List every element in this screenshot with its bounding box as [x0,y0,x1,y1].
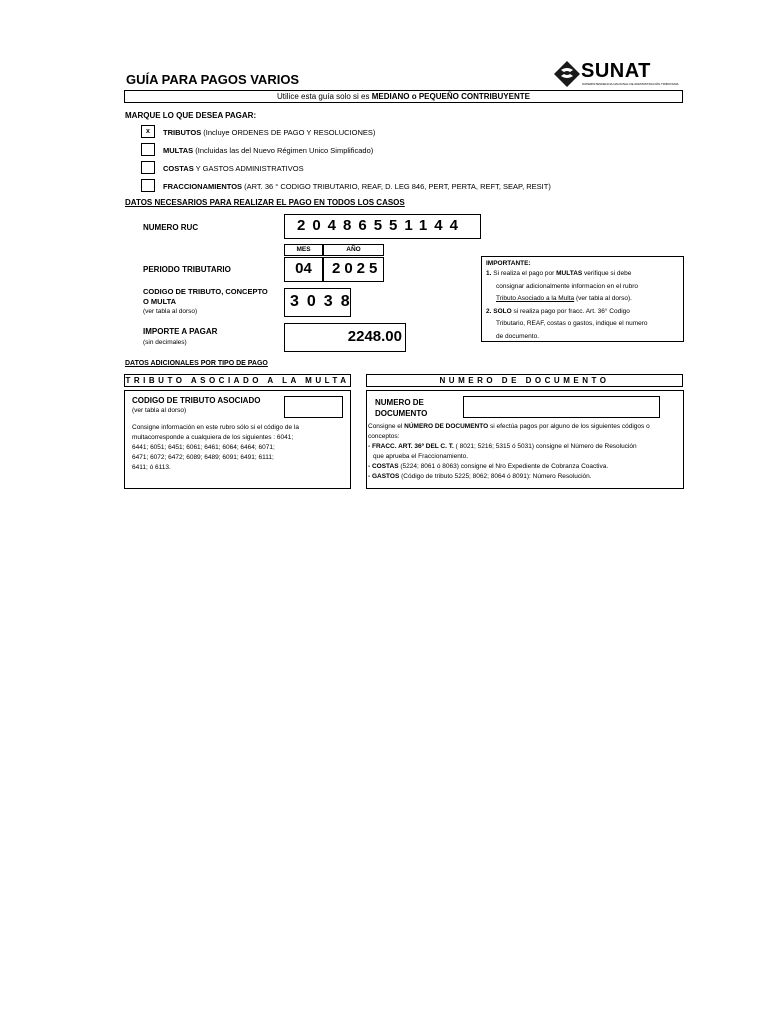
tributo-asociado-line1: Consigne información en este rubro sólo si el código de la [132,424,299,431]
option-tributos [163,128,375,137]
tributo-asociado-field[interactable] [284,396,343,418]
importante-item-2 [486,306,679,319]
numero-documento-panel [366,390,684,489]
codigo-label-line2: O MULTA [143,297,177,306]
tributo-asociado-panel [124,390,351,489]
nd-gastos-rest: (Código de tributo 5225; 8062; 8064 ó 8091): Número Resolución. [399,473,592,480]
tributo-asociado-header: TRIBUTO ASOCIADO A LA MULTA [125,376,350,385]
nd-costas-rest: (5224; 8061 ó 8063) consigne el Nro Expediente de Cobranza Coactiva. [398,463,609,470]
anio-header: AÑO [323,244,384,256]
numero-documento-label-line1: NUMERO DE [375,398,424,407]
option-tributos-label: TRIBUTOS [163,128,202,137]
option-fraccionamientos [163,182,551,191]
codigo-label [143,287,268,307]
importante-item-1-bold: MULTAS [556,270,583,277]
importante-item-1-a: Si realiza el pago por [493,270,557,277]
codigo-field[interactable] [284,288,358,317]
importante-item-1-link: Tributo Asociado a la Multa [496,295,575,302]
numero-documento-gastos [368,472,682,482]
importante-box [481,256,684,342]
option-multas [163,146,373,155]
option-multas-checkbox[interactable] [141,143,155,156]
codigo-label-line1: CODIGO DE TRIBUTO, CONCEPTO [143,287,268,296]
tributo-asociado-line5: 6411; ó 6113. [132,464,171,471]
nd-line1-b: si efectúa pagos por alguno de los siguientes códigos o [488,423,650,430]
importante-item-1-line2: consignar adicionalmente informacion en el rubro [496,282,638,290]
datos-adicionales-heading: DATOS ADICIONALES POR TIPO DE PAGO [125,360,268,367]
importante-item-2-a: si realiza pago por fracc. Art. 36° Codigo [511,307,630,315]
option-fraccionamientos-detail: (ART. 36 ° CODIGO TRIBUTARIO, REAF, D. LEG 846, PERT, PERTA, REFT, SEAP, RESIT) [244,182,551,191]
importante-item-1-b: verifique si debe [582,270,632,277]
option-fraccionamientos-label: FRACCIONAMIENTOS [163,182,243,191]
importante-item-2-line3: de documento. [496,332,540,340]
page-title: GUÍA PARA PAGOS VARIOS [126,72,300,87]
sunat-logo-subtext: SUPERINTENDENCIA NACIONAL DE ADMINISTRACIÓN TRIBUTARIA [582,82,679,86]
numero-documento-header: NUMERO DE DOCUMENTO [366,374,683,387]
numero-documento-fracc-line2: que aprueba el Fraccionamiento. [373,453,469,460]
notice-bold: MEDIANO o PEQUEÑO CONTRIBUYENTE [371,92,530,101]
tributo-asociado-label: CODIGO DE TRIBUTO ASOCIADO [132,396,261,405]
importe-field[interactable]: 2248.00 [284,323,406,352]
importante-item-1-num: 1. [486,270,492,277]
option-tributos-checkbox[interactable]: x [141,125,155,138]
importe-hint: (sin decimales) [143,339,187,346]
numero-documento-label-line2: DOCUMENTO [375,409,428,418]
importante-title: IMPORTANTE: [486,260,531,267]
anio-field[interactable] [323,257,384,282]
nd-line1-bold: NÚMERO DE DOCUMENTO [404,423,489,430]
codigo-value: 3038 [290,293,358,310]
numero-documento-line1 [368,422,682,432]
importe-label: IMPORTE A PAGAR [143,327,218,336]
nd-gastos-bold: - GASTOS [368,473,400,480]
codigo-hint: (ver tabla al dorso) [143,308,198,315]
option-tributos-detail: (Incluye ORDENES DE PAGO Y RESOLUCIONES) [203,128,376,137]
numero-documento-text [368,422,682,482]
sunat-logo-text: SUNAT [581,60,651,82]
numero-documento-label [375,397,427,419]
anio-value: 2025 [332,260,382,277]
option-fraccionamientos-checkbox[interactable] [141,179,155,192]
importante-item-1-line3-text: (ver tabla al dorso). [574,295,632,302]
numero-documento-field[interactable] [463,396,660,418]
nd-costas-bold: - COSTAS [368,463,399,470]
importante-item-2-num: 2. [486,307,492,315]
mes-header: MES [284,244,323,256]
marque-heading: MARQUE LO QUE DESEA PAGAR: [125,111,257,120]
periodo-label: PERIODO TRIBUTARIO [143,265,231,274]
option-costas-detail: Y GASTOS ADMINISTRATIVOS [195,164,304,173]
numero-documento-fracc [368,442,682,452]
option-multas-detail: (Incluidas las del Nuevo Régimen Unico Simplificado) [195,146,374,155]
tributo-asociado-line2: multacorresponde a cualquiera de los siguientes : 6041; [132,434,294,441]
ruc-value: 20486551144 [297,217,465,234]
ruc-field[interactable] [284,214,481,239]
importante-item-1-line3 [486,293,679,306]
sunat-logo [553,60,683,90]
importante-item-1 [486,268,679,281]
notice-prefix: Utilice esta guía solo si es [277,92,372,101]
option-multas-label: MULTAS [163,146,194,155]
option-costas [163,164,304,173]
sunat-logo-icon [553,60,581,88]
ruc-label: NUMERO RUC [143,223,199,232]
tributo-asociado-line4: 6471; 6072; 6472; 6089; 6489; 6091; 6491; 6111; [132,454,274,461]
option-costas-label: COSTAS [163,164,194,173]
importante-item-2-bold: SOLO [493,307,512,315]
numero-documento-costas [368,462,682,472]
tributo-asociado-hint: (ver tabla al dorso) [132,407,187,414]
tributo-asociado-text [132,423,344,473]
nd-fracc-rest: ( 8021; 5216; 5315 ó 5031) consigne el Número de Resolución [453,443,637,450]
mes-field[interactable]: 04 [284,257,323,282]
nd-line1-a: Consigne el [368,423,405,430]
datos-necesarios-heading: DATOS NECESARIOS PARA REALIZAR EL PAGO EN TODOS LOS CASOS [125,198,405,207]
nd-fracc-bold: - FRACC. ART. 36º DEL C. T. [368,443,454,450]
notice-bar [124,90,683,103]
importante-item-2-line2: Tributario, REAF, costas o gastos, indique el numero [496,320,648,327]
tributo-asociado-line3: 6441; 6051; 6451; 6061; 6461; 6064; 6464; 6071; [132,444,275,451]
option-costas-checkbox[interactable] [141,161,155,174]
numero-documento-line2: conceptos: [368,433,400,440]
